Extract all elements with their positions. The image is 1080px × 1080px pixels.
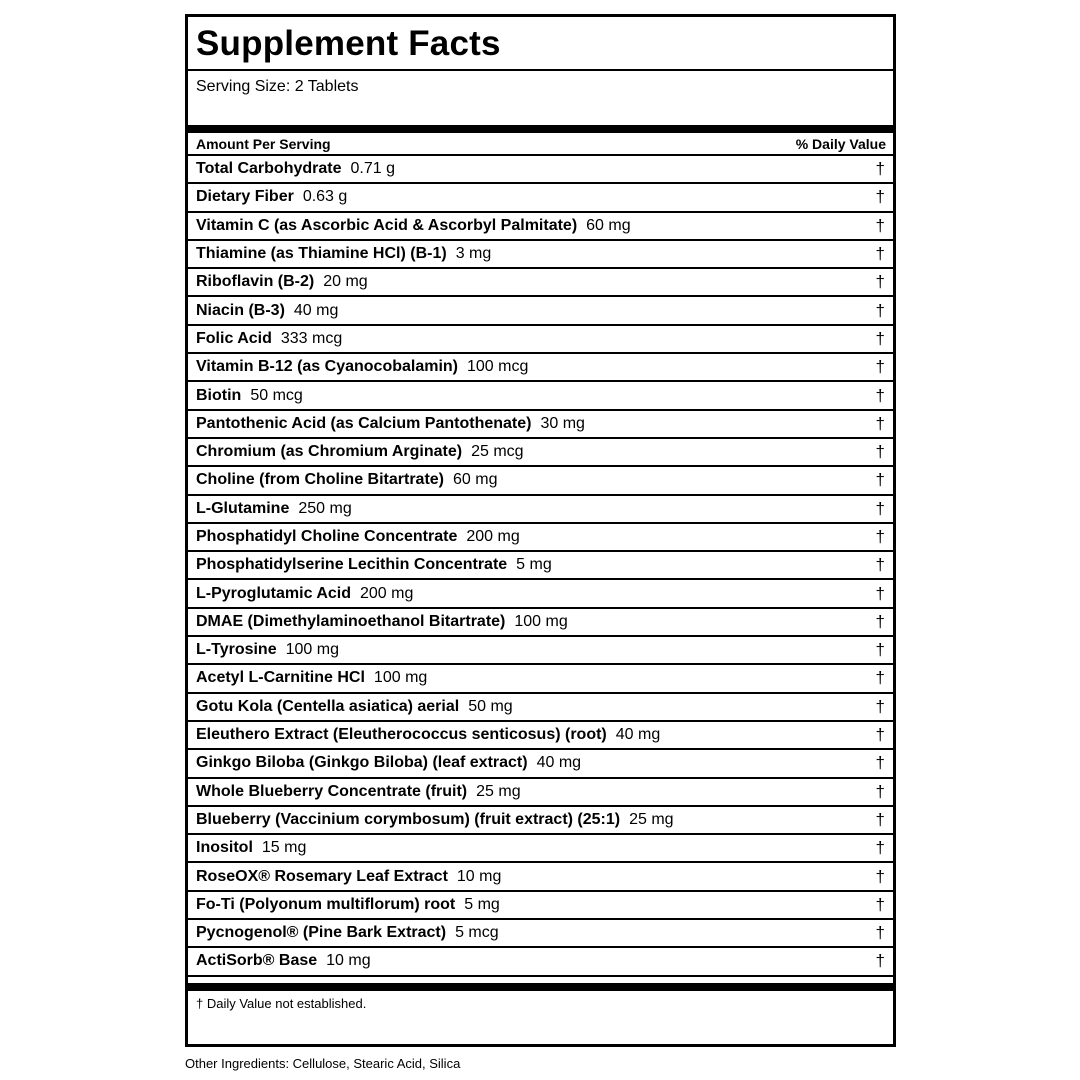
nutrient-name: Ginkgo Biloba (Ginkgo Biloba) (leaf extract) [196,754,528,772]
nutrient-name: L-Pyroglutamic Acid [196,584,351,602]
nutrient-row [188,439,893,467]
nutrient-label [196,839,306,857]
nutrient-amount: 40 mg [615,726,661,744]
nutrient-row [188,863,893,891]
nutrient-amount: 100 mcg [467,358,529,376]
daily-value-dagger: † [875,527,885,546]
nutrient-amount: 60 mg [453,471,498,489]
nutrient-name: ActiSorb® Base [196,952,318,970]
nutrient-name: Dietary Fiber [196,188,294,206]
daily-value-dagger: † [875,385,885,405]
nutrient-row [188,467,893,495]
nutrient-label [196,811,674,829]
nutrient-row [188,213,893,241]
nutrient-name: Phosphatidyl Choline Concentrate [196,528,458,545]
nutrient-amount: 333 mcg [280,329,343,347]
nutrient-name: L-Tyrosine [196,641,277,659]
daily-value-dagger: † [875,640,885,660]
daily-value-dagger: † [875,215,885,235]
daily-value-dagger: † [875,951,885,971]
nutrient-amount: 10 mg [326,952,371,970]
nutrient-row [188,779,893,807]
nutrient-row [188,807,893,835]
nutrient-label [196,783,521,801]
nutrient-row [188,156,893,184]
nutrient-row [188,892,893,920]
nutrient-amount: 25 mg [629,810,674,828]
nutrient-name: Gotu Kola (Centella asiatica) aerial [196,697,460,715]
daily-value-dagger: † [875,470,885,490]
daily-value-dagger: † [875,413,885,433]
daily-value-dagger: † [875,696,885,716]
daily-value-dagger: † [875,894,885,914]
nutrient-label [196,924,499,942]
nutrient-amount: 100 mg [285,641,339,659]
column-header-row [188,133,893,156]
nutrient-label [196,585,413,603]
panel-title: Supplement Facts [196,24,501,63]
nutrient-name: Eleuthero Extract (Eleutherococcus senticosus) (root) [196,726,607,744]
nutrient-amount: 0.63 g [302,188,348,206]
daily-value-dagger: † [875,866,885,886]
nutrient-amount: 15 mg [261,839,307,857]
daily-value-dagger: † [875,555,885,575]
daily-value-dagger: † [875,725,885,745]
nutrient-amount: 200 mg [466,528,520,545]
nutrient-row [188,382,893,410]
nutrient-label [196,754,581,772]
nutrient-amount: 20 mg [323,273,368,291]
nutrient-row [188,750,893,778]
daily-value-dagger: † [875,442,885,462]
nutrient-name: Phosphatidylserine Lecithin Concentrate [196,556,508,574]
nutrient-label [196,726,660,744]
nutrient-amount: 10 mg [456,867,502,885]
nutrient-row [188,694,893,722]
serving-size: Serving Size: 2 Tablets [196,78,359,95]
daily-value-dagger: † [875,244,885,264]
nutrient-list [188,156,893,977]
footnote: † Daily Value not established. [196,995,367,1011]
nutrient-name: Riboflavin (B-2) [196,273,315,291]
nutrient-amount: 40 mg [536,754,582,772]
amount-per-serving-header: Amount Per Serving [196,135,331,152]
nutrient-label [196,273,368,291]
nutrient-amount: 60 mg [586,216,631,234]
nutrient-label [196,528,520,546]
daily-value-dagger: † [875,583,885,603]
nutrient-name: Pycnogenol® (Pine Bark Extract) [196,924,447,942]
nutrient-label [196,868,501,886]
daily-value-dagger: † [875,809,885,829]
nutrient-amount: 25 mg [476,782,521,800]
nutrient-name: Total Carbohydrate [196,160,342,178]
nutrient-name: Thiamine (as Thiamine HCl) (B-1) [196,245,447,263]
nutrient-label [196,330,342,348]
nutrient-label [196,415,585,433]
nutrient-row [188,835,893,863]
nutrient-label [196,641,339,659]
nutrient-name: Choline (from Choline Bitartrate) [196,471,445,489]
nutrient-name: Niacin (B-3) [196,301,285,319]
nutrient-label [196,188,347,206]
daily-value-dagger: † [875,668,885,688]
nutrient-row [188,722,893,750]
daily-value-dagger: † [875,357,885,377]
daily-value-dagger: † [875,187,885,207]
nutrient-label [196,952,371,970]
nutrient-name: Acetyl L-Carnitine HCl [196,669,365,687]
nutrient-row [188,326,893,354]
nutrient-name: L-Glutamine [196,499,290,517]
title-section [188,17,893,71]
nutrient-row [188,524,893,552]
nutrient-row [188,354,893,382]
nutrient-amount: 25 mcg [471,443,524,461]
nutrient-name: Biotin [196,386,242,404]
nutrient-label [196,160,395,178]
daily-value-dagger: † [875,753,885,773]
nutrient-label [196,698,513,716]
nutrient-row [188,580,893,608]
nutrient-row [188,241,893,269]
daily-value-dagger: † [875,328,885,348]
nutrient-label [196,358,528,376]
nutrient-amount: 250 mg [298,499,352,517]
thick-divider [188,125,893,133]
nutrient-name: RoseOX® Rosemary Leaf Extract [196,867,448,885]
daily-value-dagger: † [875,781,885,801]
nutrient-label [196,500,352,518]
daily-value-header: % Daily Value [795,135,886,152]
nutrient-row [188,665,893,693]
nutrient-row [188,411,893,439]
daily-value-dagger: † [875,498,885,518]
nutrient-amount: 30 mg [540,414,585,432]
nutrient-label [196,471,497,489]
nutrient-name: Chromium (as Chromium Arginate) [196,443,463,461]
nutrient-row [188,609,893,637]
nutrient-amount: 5 mg [516,556,552,574]
daily-value-dagger: † [875,838,885,858]
nutrient-name: Blueberry (Vaccinium corymbosum) (fruit extract) (25:1) [196,810,621,828]
nutrient-name: Inositol [196,839,253,857]
nutrient-amount: 40 mg [293,301,339,319]
nutrient-amount: 200 mg [359,584,414,602]
daily-value-dagger: † [875,300,885,320]
daily-value-dagger: † [875,611,885,631]
daily-value-dagger: † [875,923,885,943]
nutrient-amount: 50 mcg [250,386,303,404]
nutrient-amount: 100 mg [373,669,428,687]
nutrient-amount: 0.71 g [350,160,395,178]
nutrient-name: Vitamin B-12 (as Cyanocobalamin) [196,358,458,376]
nutrient-label [196,217,631,235]
daily-value-dagger: † [875,159,885,179]
nutrient-row [188,269,893,297]
nutrient-name: Fo-Ti (Polyonum multiflorum) root [196,895,456,913]
nutrient-label [196,387,303,405]
bottom-thick-divider [188,983,893,991]
nutrient-name: Whole Blueberry Concentrate (fruit) [196,782,468,800]
nutrient-label [196,896,500,914]
other-ingredients: Other Ingredients: Cellulose, Stearic Acid, Silica [185,1056,461,1071]
nutrient-row [188,552,893,580]
nutrient-row [188,637,893,665]
nutrient-amount: 5 mcg [455,924,499,942]
nutrient-label [196,669,427,687]
nutrient-amount: 50 mg [468,697,513,715]
serving-size-section [188,71,893,125]
nutrient-row [188,948,893,976]
nutrient-row [188,184,893,212]
nutrient-amount: 3 mg [455,245,492,263]
nutrient-row [188,297,893,325]
nutrient-name: DMAE (Dimethylaminoethanol Bitartrate) [196,612,506,630]
nutrient-row [188,920,893,948]
nutrient-name: Vitamin C (as Ascorbic Acid & Ascorbyl Palmitate) [196,216,578,234]
nutrient-name: Pantothenic Acid (as Calcium Pantothenate) [196,414,532,432]
nutrient-name: Folic Acid [196,329,272,347]
nutrient-label [196,443,524,461]
supplement-facts-panel [185,14,896,1047]
nutrient-label [196,613,568,631]
nutrient-row [188,496,893,524]
nutrient-amount: 5 mg [464,895,500,913]
nutrient-amount: 100 mg [514,612,568,630]
nutrient-label [196,245,491,263]
daily-value-dagger: † [875,272,885,292]
nutrient-label [196,556,552,574]
nutrient-label [196,302,338,320]
